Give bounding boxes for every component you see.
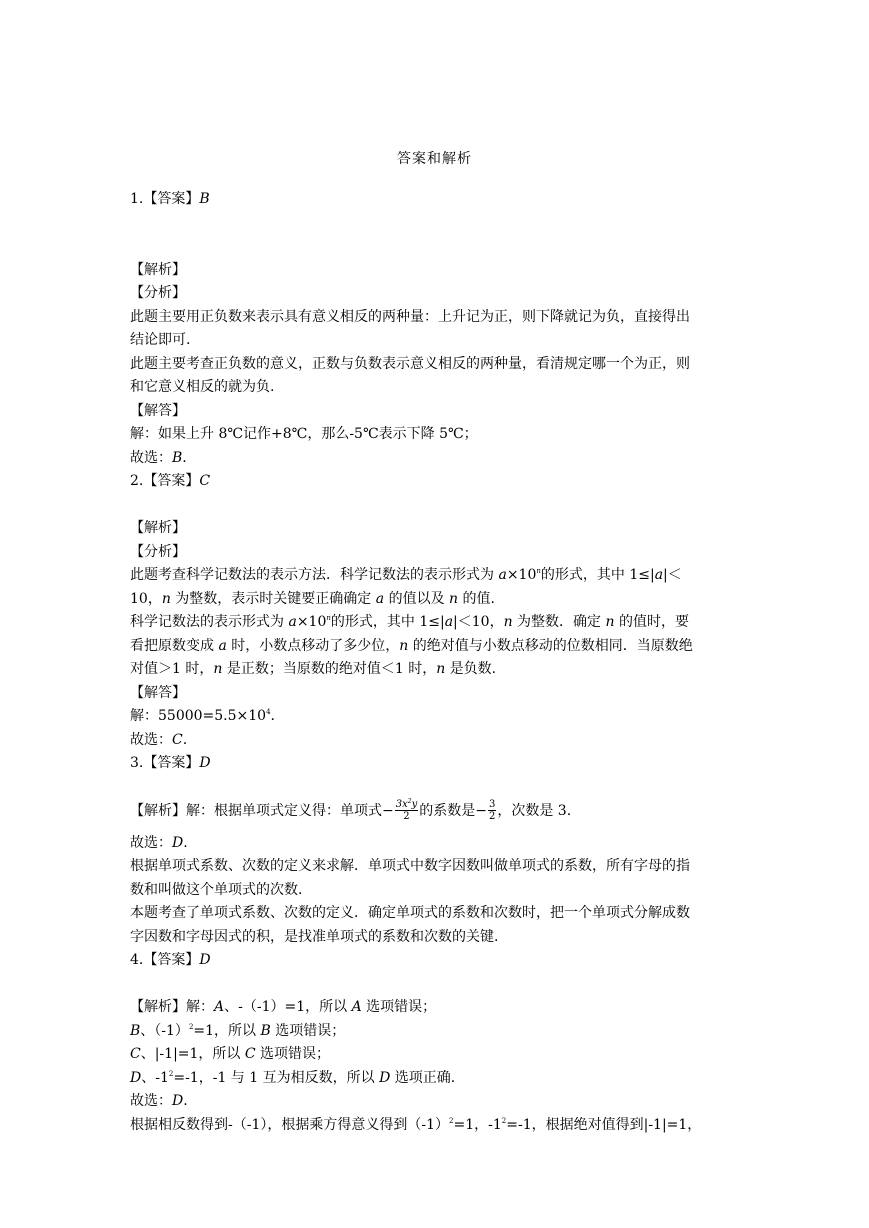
q3-text-line: 本题考查了单项式系数、次数的定义．确定单项式的系数和次数时，把一个单项式分解成数 xyxy=(130,905,690,921)
q4-option-b xyxy=(130,1020,742,1044)
q2-choice xyxy=(130,729,742,753)
q3-answer-value: D xyxy=(199,755,211,771)
text-span: 时，小数点移动了多少位， xyxy=(226,637,400,654)
text-span: 是负数. xyxy=(445,661,497,677)
text-span: 为整数．确定 xyxy=(512,614,606,630)
q4-option-d xyxy=(130,1067,742,1091)
q1-fenxi-heading: 【分析】 xyxy=(130,285,186,301)
text-span: 2 xyxy=(188,1022,194,1031)
text-span: 的系数是− xyxy=(419,802,487,819)
q1-fenxi-line: 结论即可. xyxy=(130,332,191,348)
text-span: . xyxy=(183,1093,188,1109)
q1-jieda-heading: 【解答】 xyxy=(130,402,186,419)
text-span: 是正数；当原数的绝对值＜1 时， xyxy=(222,661,437,677)
q1-jieda-line: 解：如果上升 8℃记作+8℃，那么-5℃表示下降 5℃； xyxy=(130,426,478,442)
text-span: =1，-1 xyxy=(453,1116,502,1133)
q2-fenxi-line xyxy=(130,658,742,682)
text-span: . xyxy=(270,708,275,724)
text-span: 【解析】解： xyxy=(130,999,214,1015)
text-span: 2 xyxy=(403,811,410,822)
text-span: 3x xyxy=(395,799,408,810)
q4-choice xyxy=(130,1090,742,1114)
text-span: 、（-1） xyxy=(140,1022,189,1039)
text-span: C xyxy=(130,1046,141,1062)
text-span: a xyxy=(498,567,507,583)
text-span: 2 xyxy=(168,1069,174,1078)
text-span: n xyxy=(213,661,223,677)
q2-fenxi-line xyxy=(130,564,742,588)
text-span: ×10 xyxy=(296,614,327,630)
q2-fenxi-line xyxy=(130,611,742,635)
text-span: 的值. xyxy=(458,590,495,607)
document-body xyxy=(130,188,742,1137)
q4-answer-value: D xyxy=(199,952,211,968)
text-span: n xyxy=(503,614,513,630)
q2-fenxi-line xyxy=(130,635,742,659)
q2-answer: 2.【答案】C xyxy=(130,473,211,489)
text-span: C xyxy=(244,1046,256,1062)
q1-fenxi-line: 此题主要用正负数来表示具有意义相反的两种量：上升记为正，则下降就记为负，直接得出 xyxy=(130,308,690,325)
text-span: 2 xyxy=(407,798,412,805)
text-span: D xyxy=(172,1093,184,1109)
q2-jieda-line xyxy=(130,705,742,729)
text-span: 故选： xyxy=(130,1093,172,1109)
q2-fenxi-line xyxy=(130,588,742,612)
text-span: 看把原数变成 xyxy=(130,637,219,654)
text-span: . xyxy=(182,731,188,748)
q3-text-line: 字因数和字母因式的积，是找准单项式的系数和次数的关键. xyxy=(130,928,499,945)
q4-answer xyxy=(130,949,742,973)
q2-answer-value: C xyxy=(199,473,211,489)
text-span: 选项错误； xyxy=(255,1046,331,1062)
text-span: D xyxy=(172,834,184,851)
q3-text-line: 根据单项式系数、次数的定义来求解．单项式中数字因数叫做单项式的系数，所有字母的指 xyxy=(130,858,690,874)
text-span: 10， xyxy=(130,590,162,607)
text-span: 2 xyxy=(501,1116,507,1125)
text-span: 4 xyxy=(266,708,271,716)
text-span: 的形式，其中 1≤| xyxy=(330,614,445,630)
text-span: D xyxy=(379,1069,391,1086)
q4-text-line xyxy=(130,1114,742,1138)
text-span: 【解析】解：根据单项式定义得：单项式− xyxy=(130,802,394,819)
text-span: 科学记数法的表示形式为 xyxy=(130,614,289,630)
text-span: |＜10， xyxy=(453,614,504,630)
q2-jieda-heading: 【解答】 xyxy=(130,684,186,701)
text-span: 2 xyxy=(488,811,496,822)
text-span: =1，所以 xyxy=(193,1022,261,1039)
q1-choice: 故选：B. xyxy=(130,449,187,466)
text-span: 对值＞1 时， xyxy=(130,661,214,677)
text-span: |＜ xyxy=(663,567,682,583)
q3-choice xyxy=(130,832,742,856)
text-span: . xyxy=(183,834,188,851)
text-span: 选项错误； xyxy=(361,999,437,1015)
text-span: 、-1 xyxy=(141,1069,169,1086)
q4-option-c xyxy=(130,1043,742,1067)
q1-jiexi-heading: 【解析】 xyxy=(130,261,186,278)
text-span: ，次数是 3. xyxy=(497,802,572,819)
text-span: C xyxy=(172,731,183,748)
text-span: 选项错误； xyxy=(270,1022,346,1039)
text-span: B xyxy=(260,1022,271,1039)
text-span: ×10 xyxy=(506,567,537,583)
text-span: n xyxy=(536,567,541,575)
q2-fenxi-heading: 【分析】 xyxy=(130,543,186,560)
text-span: 的绝对值与小数点移动的位数相同．当原数绝 xyxy=(408,637,693,654)
q3-text-line: 数和叫做这个单项式的次数. xyxy=(130,881,303,898)
fraction-monomial xyxy=(395,799,419,822)
text-span: 的形式，其中 1≤| xyxy=(540,567,655,583)
text-span: 、-（-1）=1，所以 xyxy=(224,999,352,1015)
text-span: n xyxy=(449,590,459,607)
text-span: n xyxy=(326,614,331,622)
text-span: a xyxy=(218,637,227,654)
text-span: 的值时，要 xyxy=(614,614,689,630)
text-span: 为整数，表示时关键要正确确定 xyxy=(170,590,376,607)
q1-answer-value: B xyxy=(199,191,210,207)
text-span: n xyxy=(161,590,171,607)
text-span: 、|-1|=1，所以 xyxy=(140,1046,245,1062)
text-span: 3.【答案】 xyxy=(130,755,200,771)
text-span: 故选： xyxy=(130,731,172,748)
fraction-coefficient xyxy=(488,799,496,822)
q1-fenxi-line: 此题主要考查正负数的意义，正数与负数表示意义相反的两种量，看清规定哪一个为正，则 xyxy=(130,355,690,372)
text-span: 的值以及 xyxy=(384,590,450,607)
q3-answer xyxy=(130,752,742,776)
text-span: =-1，-1 与 1 互为相反数，所以 xyxy=(173,1069,380,1086)
q4-option-a xyxy=(130,996,742,1020)
q2-jiexi-heading: 【解析】 xyxy=(130,520,186,536)
text-span: A xyxy=(351,999,362,1015)
text-span: y xyxy=(411,799,418,810)
q3-jiexi-line xyxy=(130,794,742,828)
text-span: B xyxy=(130,1022,141,1039)
text-span: a xyxy=(375,590,385,607)
text-span: 根据相反数得到-（-1），根据乘方得意义得到（-1） xyxy=(130,1116,450,1133)
text-span: 此题考查科学记数法的表示方法．科学记数法的表示形式为 xyxy=(130,567,499,583)
text-span: a xyxy=(444,614,454,630)
text-span: A xyxy=(214,999,225,1015)
text-span: 选项正确. xyxy=(390,1069,456,1086)
text-span: 2 xyxy=(449,1116,454,1125)
text-span: a xyxy=(288,614,297,630)
text-span: =-1，根据绝对值得到|-1|=1， xyxy=(506,1116,702,1133)
text-span: 4.【答案】 xyxy=(130,952,200,968)
text-span: D xyxy=(130,1069,142,1086)
text-span: n xyxy=(399,637,409,654)
text-span: 3 xyxy=(488,799,496,810)
text-span: 故选： xyxy=(130,834,172,851)
text-span: n xyxy=(605,614,615,630)
q1-fenxi-line: 和它意义相反的就为负. xyxy=(130,379,275,395)
text-span: n xyxy=(436,661,446,677)
text-span: a xyxy=(654,567,664,583)
page-title: 答案和解析 xyxy=(397,151,472,167)
text-span: 解：55000=5.5×10 xyxy=(130,708,267,724)
q1-answer: 1.【答案】B xyxy=(130,191,210,207)
